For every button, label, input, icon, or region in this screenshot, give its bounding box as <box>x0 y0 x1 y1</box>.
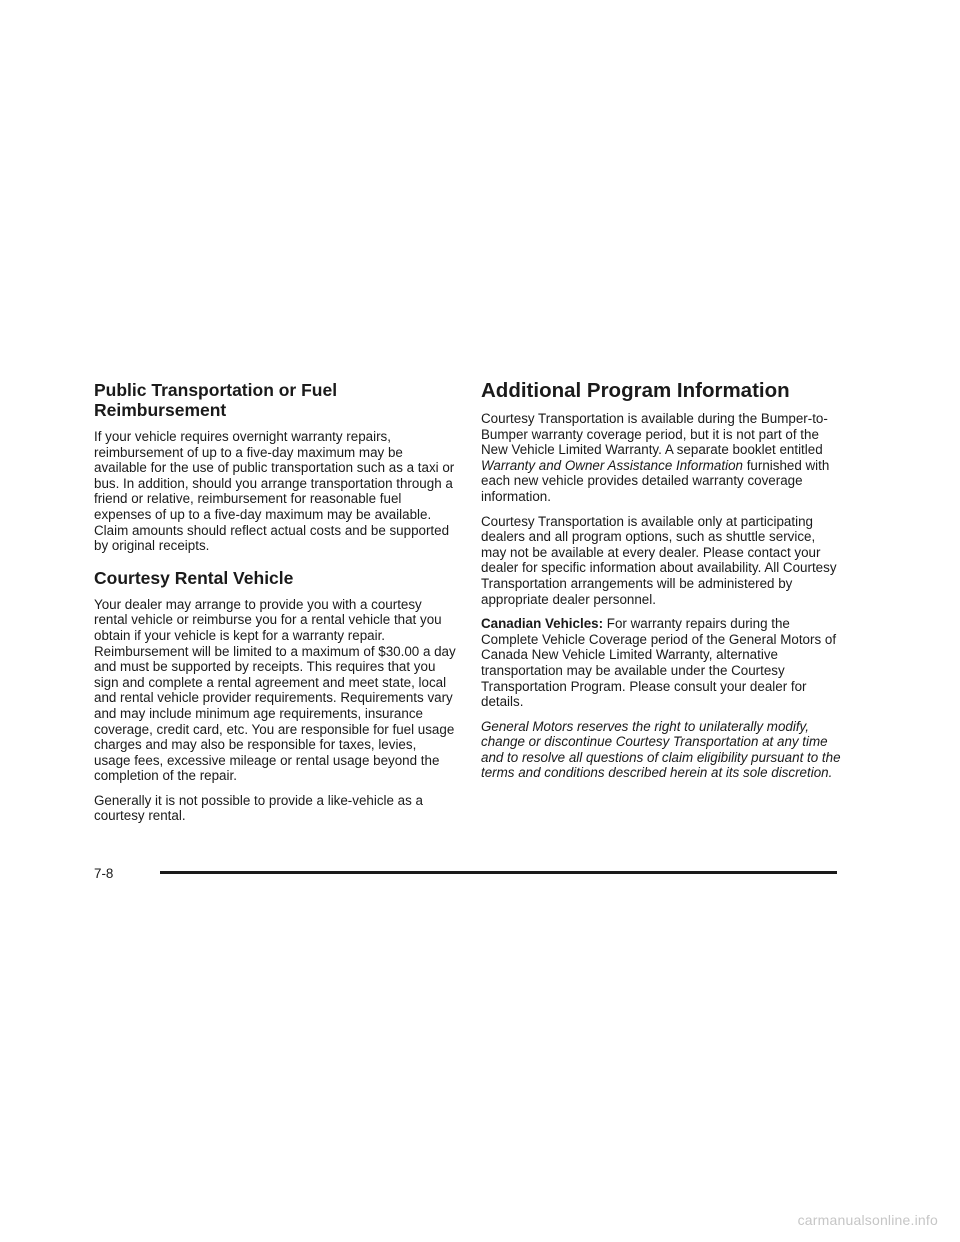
section-title-courtesy-rental: Courtesy Rental Vehicle <box>94 567 294 588</box>
right-column <box>481 380 843 790</box>
additional-program-paragraph-2: Courtesy Transportation is available only at participating dealers and all program options, such as shuttle service, may not be available at every dealer. Please contact your dealer for specific information about availability. All Courtesy Transportation arrangements will be administered by appropriate dealer personnel. <box>481 513 837 607</box>
booklet-title: Warranty and Owner Assistance Information <box>481 457 743 473</box>
footer-rule <box>160 871 837 874</box>
section-body-courtesy-rental: Your dealer may arrange to provide you with a courtesy rental vehicle or reimburse you for a rental vehicle that you obtain if your vehicle is kept for a warranty repair. Reimbursement will be limited to a maximum of $30.00 a day and must be supported by receipts. This requires that you sign and complete a rental agreement and meet state, local and rental vehicle provider requirements. Requirements vary and may include minimum age requirements, insurance coverage, credit card, etc. You are responsible for fuel usage charges and may also be responsible for taxes, levies, usage fees, excessive mileage or rental usage beyond the completion of the repair. <box>94 596 456 784</box>
canadian-vehicles-paragraph <box>481 616 843 710</box>
section-body-courtesy-rental-note: Generally it is not possible to provide a like-vehicle as a courtesy rental. <box>94 792 423 824</box>
page-number: 7-8 <box>94 866 114 881</box>
watermark: carmanualsonline.info <box>797 1212 938 1228</box>
paragraph-text: furnished with each new vehicle provides detailed warranty coverage information. <box>481 457 830 504</box>
section-body-public-transportation: If your vehicle requires overnight warranty repairs, reimbursement of up to a five-day maximum may be available for the use of public transportation such as a taxi or bus. In addition, should you arrange transportation through a friend or relative, reimbursement for reasonable fuel expenses of up to a five-day maximum may be available. Claim amounts should reflect actual costs and be supported by original receipts. <box>94 429 455 554</box>
paragraph-text: For warranty repairs during the Complete Vehicle Coverage period of the General Motors of Canada New Vehicle Limited Warranty, alternative transportation may be available under the Courtesy Transportation Program. Please consult your dealer for details. <box>481 616 837 710</box>
section-title-additional-program: Additional Program Information <box>481 379 790 402</box>
canadian-vehicles-label: Canadian Vehicles: <box>481 616 604 632</box>
gm-disclaimer: General Motors reserves the right to unilaterally modify, change or discontinue Courtesy Transportation at any time and to resolve all questions of claim eligibility pursuant to the terms and conditions described herein at its sole discretion. <box>481 718 841 781</box>
left-column <box>94 380 456 833</box>
paragraph-text: Courtesy Transportation is available during the Bumper-to-Bumper warranty coverage period, but it is not part of the New Vehicle Limited Warranty. A separate booklet entitled <box>481 411 828 458</box>
additional-program-paragraph-1 <box>481 411 843 505</box>
section-title-public-transportation: Public Transportation or Fuel Reimbursement <box>94 380 338 420</box>
